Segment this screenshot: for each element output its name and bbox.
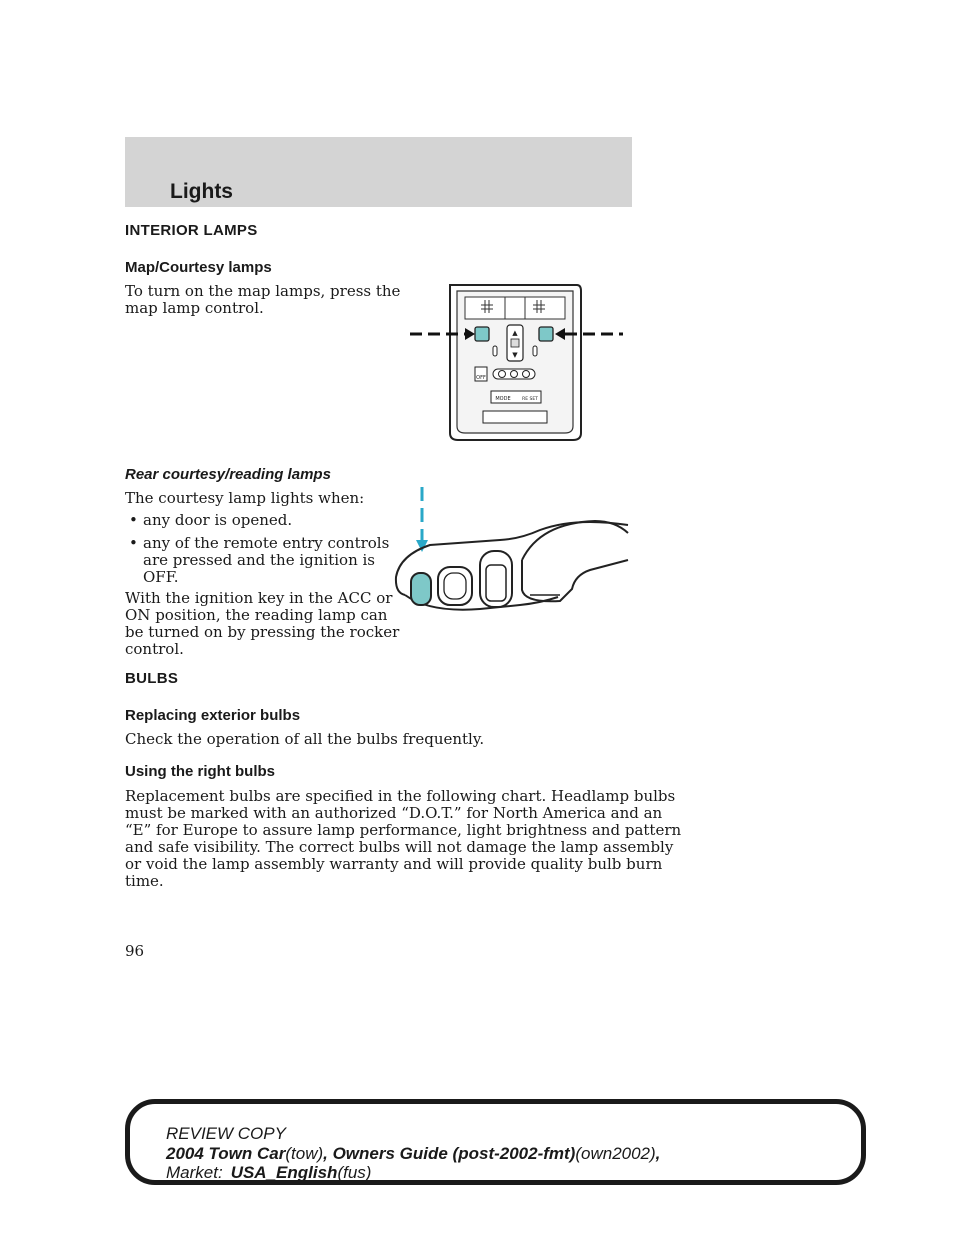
svg-text:▲: ▲ xyxy=(512,329,518,337)
right-text-line-4: and safe visibility. The correct bulbs will not damage the lamp assembly xyxy=(125,838,674,856)
heading-bulbs: BULBS xyxy=(125,670,179,687)
reset-label: RE SET xyxy=(522,397,538,402)
right-text-line-2: must be marked with an authorized “D.O.T.” for North America and an xyxy=(125,804,663,822)
right-text-line-5: or void the lamp assembly warranty and will provide quality bulb burn xyxy=(125,855,663,873)
rocker-text-line-1: With the ignition key in the ACC or xyxy=(125,589,393,607)
map-lamp-right xyxy=(539,327,553,341)
heading-right-bulbs: Using the right bulbs xyxy=(125,763,275,780)
right-text-line-1: Replacement bulbs are specified in the following chart. Headlamp bulbs xyxy=(125,787,676,805)
section-title: Lights xyxy=(170,180,233,203)
overhead-console-figure xyxy=(405,283,630,443)
rear-courtesy-lamp-figure xyxy=(390,485,630,625)
rocker-text-line-2: ON position, the reading lamp can xyxy=(125,606,388,624)
footer-line-2: 2004 Town Car(tow), Owners Guide (post-2002-fmt)(own2002), xyxy=(166,1144,661,1163)
rocker-text-line-3: be turned on by pressing the rocker xyxy=(125,623,400,641)
rear-lamp-rocker xyxy=(411,573,431,605)
map-lamp-left xyxy=(475,327,489,341)
heading-interior-lamps: INTERIOR LAMPS xyxy=(125,222,258,239)
right-text-line-3: “E” for Europe to assure lamp performance, light brightness and pattern xyxy=(125,821,682,839)
page-number: 96 xyxy=(125,942,145,960)
map-text-line-2: map lamp control. xyxy=(125,299,264,317)
heading-rear-courtesy: Rear courtesy/reading lamps xyxy=(125,466,331,483)
footer-line-3: Market: USA_English(fus) xyxy=(166,1163,372,1182)
heading-replacing-bulbs: Replacing exterior bulbs xyxy=(125,707,301,724)
rocker-text-line-4: control. xyxy=(125,640,184,658)
heading-map-courtesy: Map/Courtesy lamps xyxy=(125,259,272,276)
off-label: OFF xyxy=(476,375,486,381)
svg-text:▼: ▼ xyxy=(512,351,518,359)
replacing-text: Check the operation of all the bulbs frequently. xyxy=(125,730,485,748)
right-text-line-6: time. xyxy=(125,872,164,890)
footer-review-copy: REVIEW COPY xyxy=(166,1124,286,1143)
mode-label: MODE xyxy=(495,396,511,402)
map-text-line-1: To turn on the map lamps, press the xyxy=(125,282,401,300)
rear-intro: The courtesy lamp lights when: xyxy=(125,489,365,507)
